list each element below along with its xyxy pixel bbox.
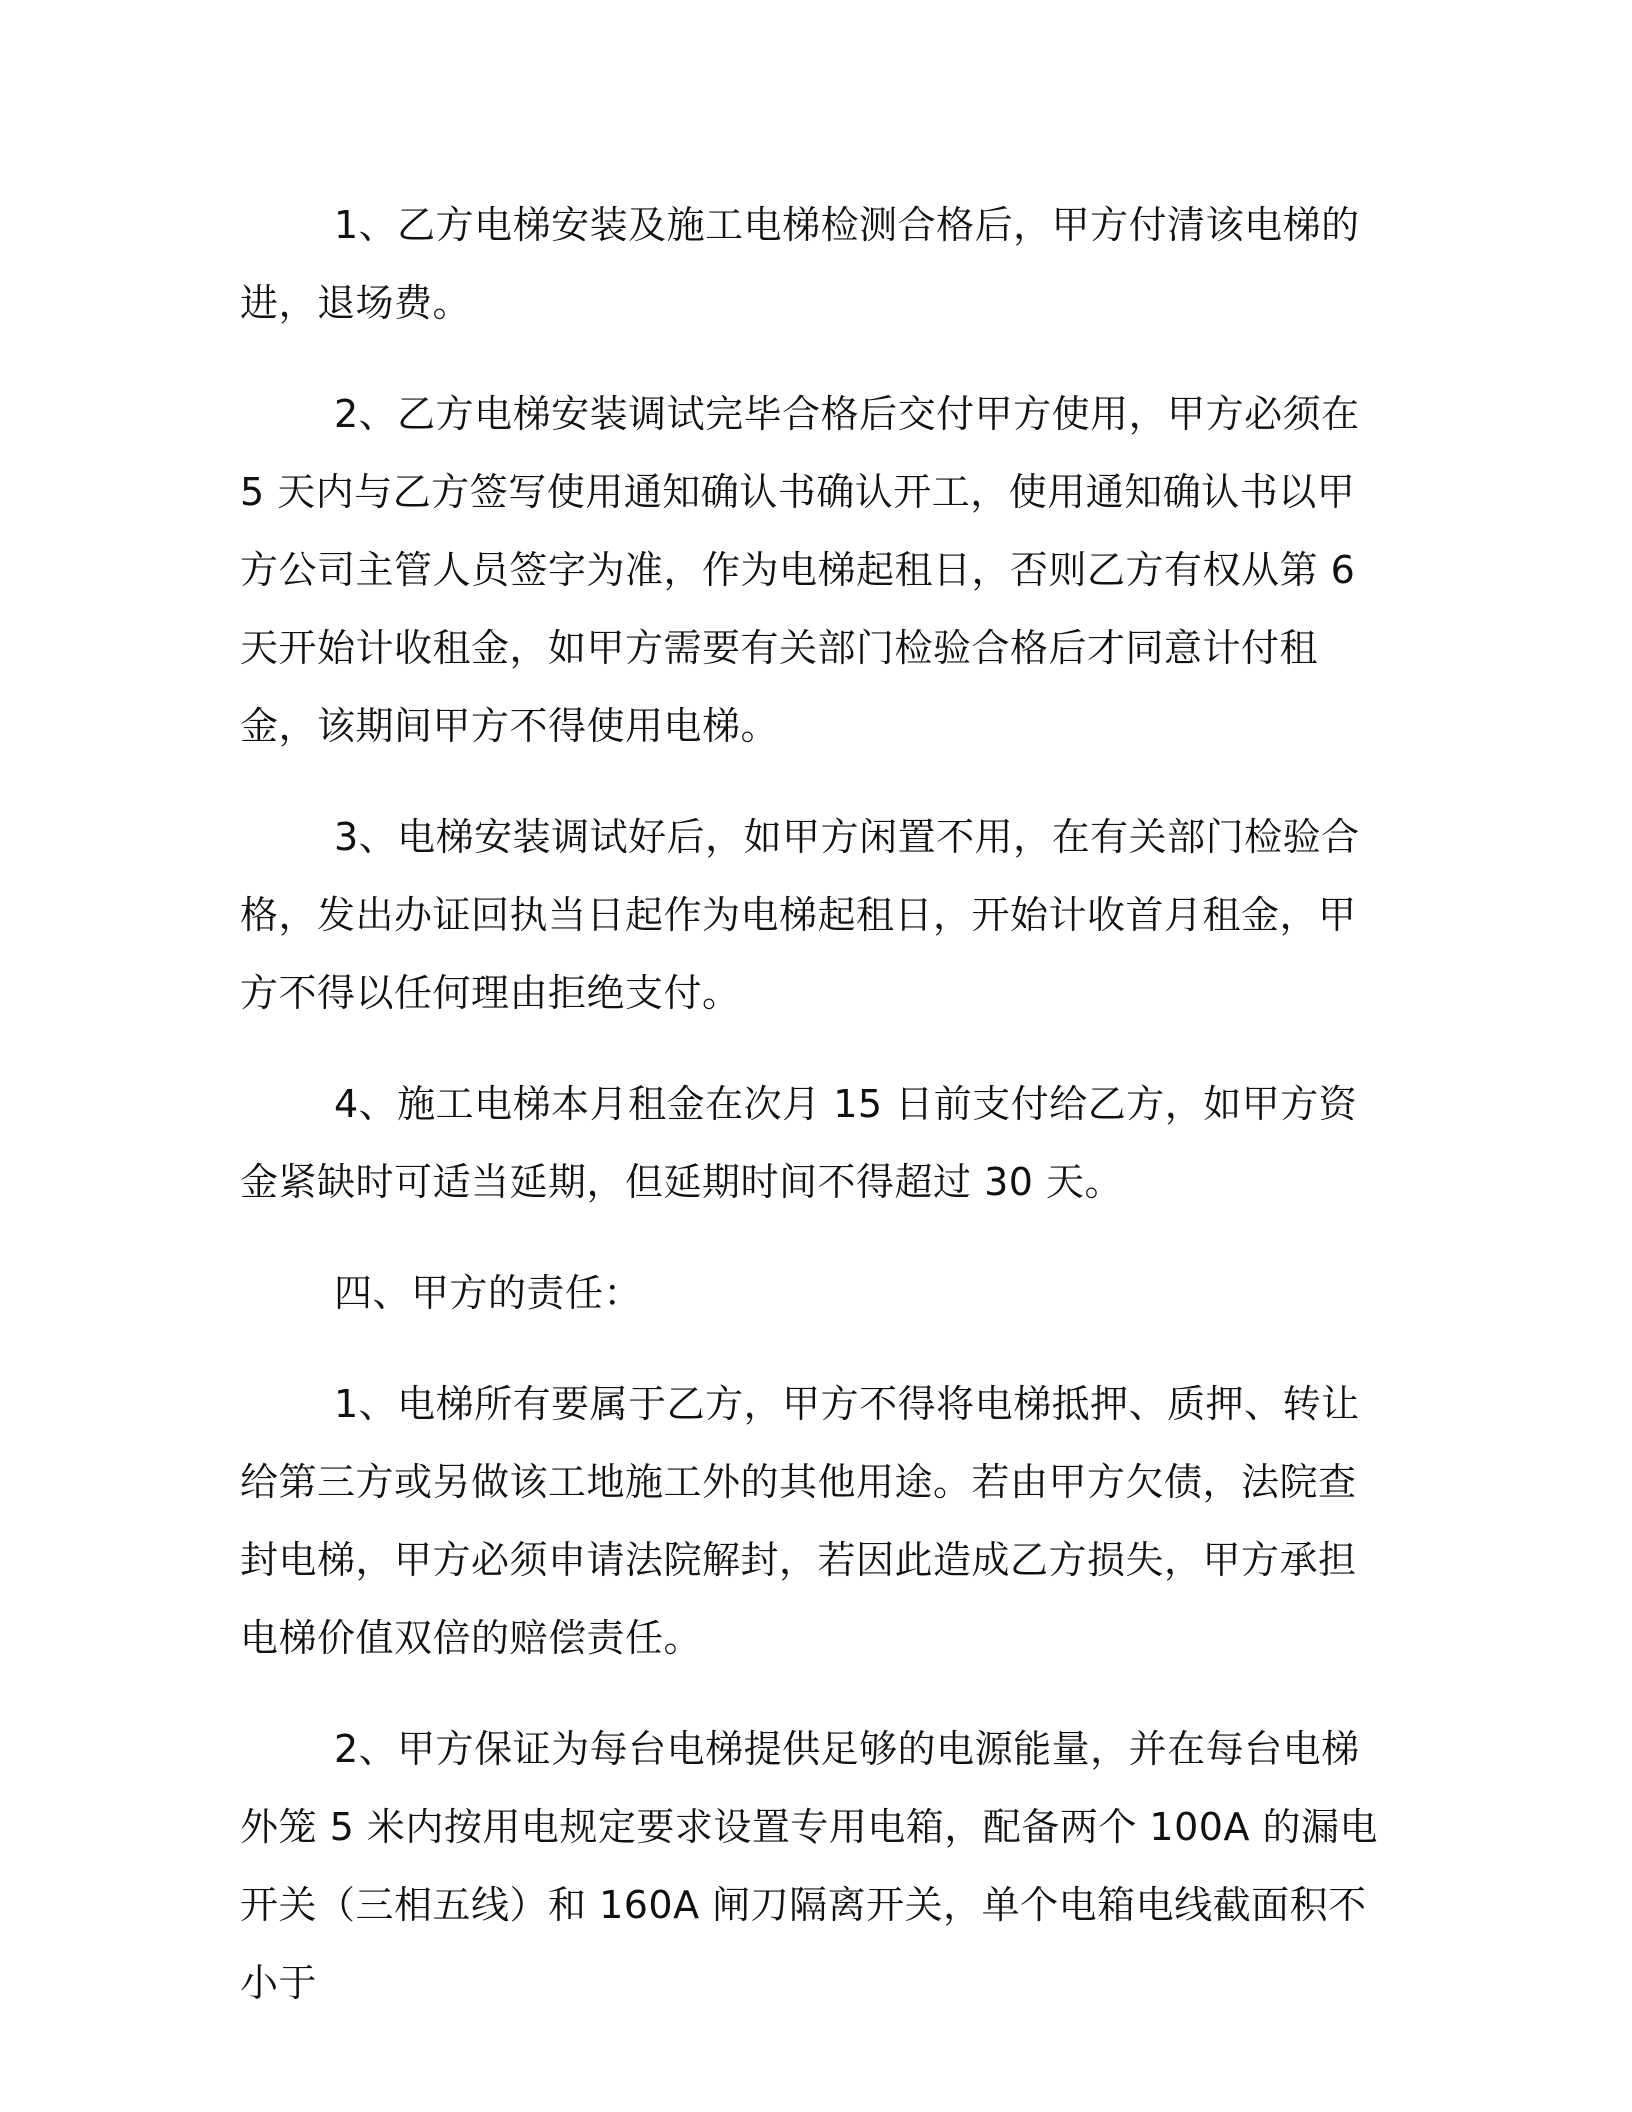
paragraph-payment-clause-3: 3、电梯安装调试好后，如甲方闲置不用，在有关部门检验合格，发出办证回执当日起作为电梯起租日，开始计收首月租金，甲方不得以任何理由拒绝支付。	[240, 815, 1360, 1015]
document-body	[240, 186, 1392, 2055]
paragraph-duty-clause-1: 1、电梯所有要属于乙方，甲方不得将电梯抵押、质押、转让给第三方或另做该工地施工外的其他用途。若由甲方欠债，法院查封电梯，甲方必须申请法院解封，若因此造成乙方损失，甲方承担电梯价值双倍的赔偿责任。	[240, 1382, 1360, 1660]
paragraph-duty-clause-2: 2、甲方保证为每台电梯提供足够的电源能量，并在每台电梯外笼 5 米内按用电规定要求设置专用电箱，配备两个 100A 的漏电开关（三相五线）和 160A 闸刀隔离开关，单个电箱电线截面积不小于	[240, 1727, 1379, 2005]
paragraph-payment-clause-1: 1、乙方电梯安装及施工电梯检测合格后，甲方付清该电梯的进，退场费。	[240, 203, 1360, 325]
section-heading-party-a-duties: 四、甲方的责任：	[334, 1271, 643, 1315]
paragraph-payment-clause-2: 2、乙方电梯安装调试完毕合格后交付甲方使用，甲方必须在 5 天内与乙方签写使用通知确认书确认开工，使用通知确认书以甲方公司主管人员签字为准，作为电梯起租日，否则乙方有权从第 6 天开始计收租金，如甲方需要有关部门检验合格后才同意计付租金，该期间甲方不得使用电梯。	[240, 392, 1360, 748]
paragraph-payment-clause-4: 4、施工电梯本月租金在次月 15 日前支付给乙方，如甲方资金紧缺时可适当延期，但延期时间不得超过 30 天。	[240, 1082, 1358, 1204]
